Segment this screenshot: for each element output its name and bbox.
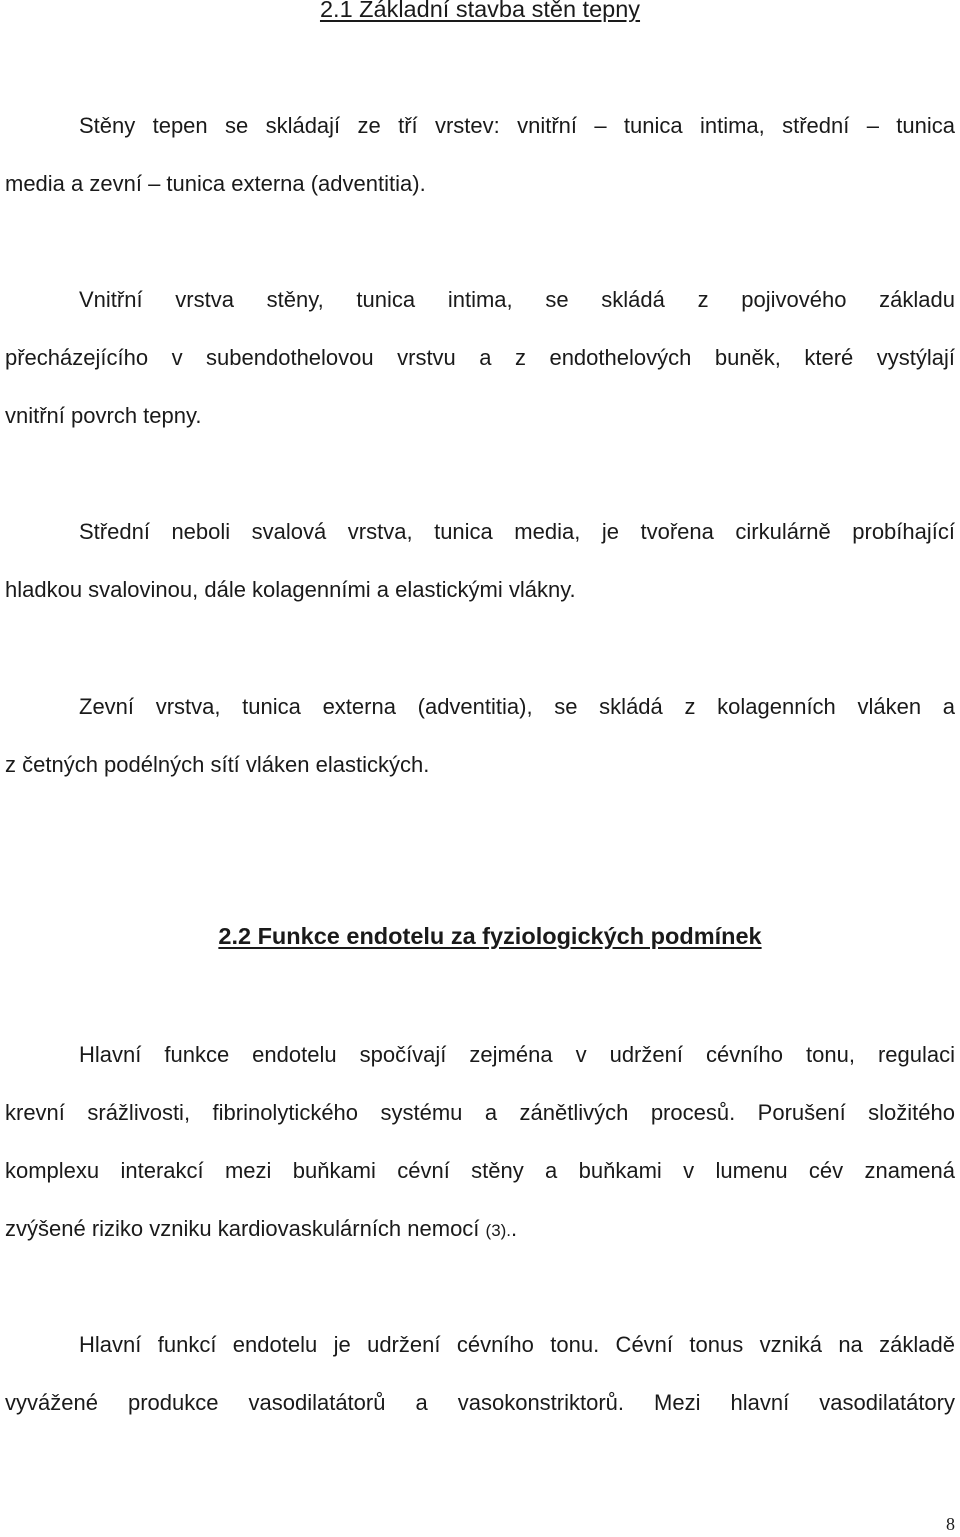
text-line-tail: .: [511, 1216, 518, 1241]
paragraph-tunica-media: [5, 503, 955, 619]
text-line: Vnitřní vrstva stěny, tunica intima, se skládá z pojivového základu: [79, 287, 955, 312]
page-number: 8: [946, 1514, 955, 1534]
paragraph-tunica-intima: [5, 271, 955, 445]
paragraph-wall-layers: [5, 97, 955, 213]
text-line: Zevní vrstva, tunica externa (adventitia), se skládá z kolagenních vláken a: [79, 694, 955, 719]
text-line-content: zvýšené riziko vzniku kardiovaskulárních nemocí: [5, 1216, 486, 1241]
section-2-2-heading: 2.2 Funkce endotelu za fyziologických podmínek: [218, 923, 762, 949]
section-2-1-heading: 2.1 Základní stavba stěn tepny: [319, 0, 641, 22]
text-line: media a zevní – tunica externa (adventitia).: [5, 171, 426, 196]
text-line: vyvážené produkce vasodilatátorů a vasokonstriktorů. Mezi hlavní vasodilatátory: [5, 1390, 955, 1415]
text-line: [5, 1200, 955, 1260]
text-line: Hlavní funkce endotelu spočívají zejména v udržení cévního tonu, regulaci: [79, 1042, 955, 1067]
text-line: Střední neboli svalová vrstva, tunica media, je tvořena cirkulárně probíhající: [79, 519, 955, 544]
text-line: vnitřní povrch tepny.: [5, 403, 202, 428]
text-line: přecházejícího v subendothelovou vrstvu a z endothelových buněk, které vystýlají: [5, 345, 955, 370]
citation: (3).: [485, 1221, 512, 1240]
paragraph-vascular-tone: [5, 1316, 955, 1432]
paragraph-tunica-externa: [5, 678, 955, 794]
paragraph-endothelium-functions: [5, 1026, 955, 1260]
text-line: hladkou svalovinou, dále kolagenními a elastickými vlákny.: [5, 577, 576, 602]
text-line: komplexu interakcí mezi buňkami cévní stěny a buňkami v lumenu cév znamená: [5, 1158, 955, 1183]
text-line: Stěny tepen se skládají ze tří vrstev: vnitřní – tunica intima, střední – tunica: [79, 113, 955, 138]
text-line: krevní srážlivosti, fibrinolytického systému a zánětlivých procesů. Porušení složitého: [5, 1100, 955, 1125]
text-line: Hlavní funkcí endotelu je udržení cévního tonu. Cévní tonus vzniká na základě: [79, 1332, 955, 1357]
text-line: z četných podélných sítí vláken elastických.: [5, 752, 430, 777]
